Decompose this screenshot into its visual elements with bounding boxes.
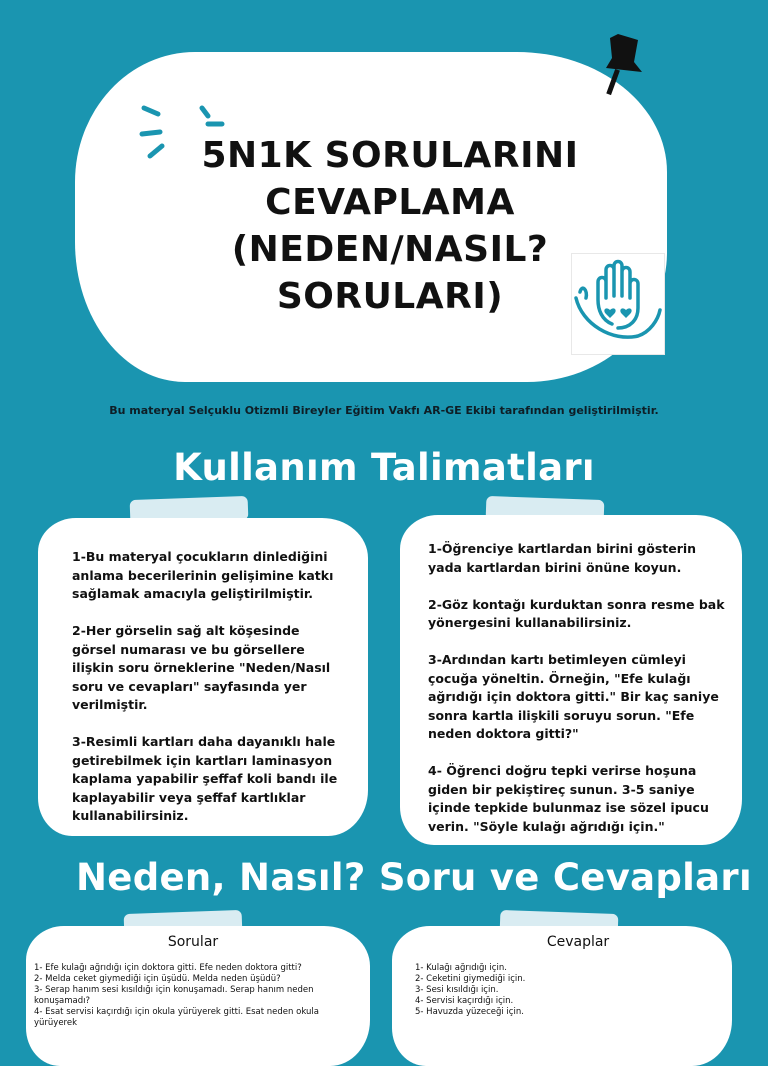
credit-text: Bu materyal Selçuklu Otizmli Bireyler Eğitim Vakfı AR-GE Ekibi tarafından geliştirilmiştir. bbox=[109, 404, 659, 417]
instruction-paragraph: 1-Öğrenciye kartlardan birini gösterin yada kartlardan birini önüne koyun. bbox=[428, 541, 697, 575]
list-item: 1- Efe kulağı ağrıdığı için doktora gitti. Efe neden doktora gitti? bbox=[34, 963, 302, 973]
hand-logo bbox=[571, 253, 665, 355]
title-line: (NEDEN/NASIL? bbox=[231, 229, 549, 270]
answers-title: Cevaplar bbox=[546, 934, 610, 950]
instruction-paragraph: 2-Her görselin sağ alt köşesinde görsel numarası ve bu görsellere ilişkin soru örneklerine "Neden/Nasıl soru ve cevapları" sayfasında yer verilmiştir. bbox=[72, 623, 331, 712]
instructions-heading: Kullanım Talimatları bbox=[173, 446, 595, 489]
title-line: 5N1K SORULARINI bbox=[201, 135, 579, 176]
instruction-paragraph: 3-Resimli kartları daha dayanıklı hale getirebilmek için kartları laminasyon kaplama yapabilir şeffaf koli bandı ile kaplayabilir veya şeffaf kartlıklar kullanabilirsiniz. bbox=[72, 734, 338, 823]
list-item: 3- Sesi kısıldığı için. bbox=[415, 985, 499, 995]
questions-title: Sorular bbox=[167, 934, 219, 950]
instruction-paragraph: 3-Ardından kartı betimleyen cümleyi çocuğa yöneltin. Örneğin, "Efe kulağı ağrıdığı için doktora gitti." Bir kaç saniye sonra kartla ilişkili soruyu sorun. "Efe neden doktora gitti?" bbox=[428, 652, 719, 741]
list-item: 1- Kulağı ağrıdığı için. bbox=[415, 963, 507, 973]
list-item: 2- Ceketini giymediği için. bbox=[415, 974, 526, 984]
list-item: 4- Esat servisi kaçırdığı için okula yürüyerek gitti. Esat neden okula yürüyerek bbox=[34, 1007, 319, 1028]
instruction-paragraph: 2-Göz kontağı kurduktan sonra resme bak yönergesini kullanabilirsiniz. bbox=[428, 596, 725, 630]
instruction-paragraph: 4- Öğrenci doğru tepki verirse hoşuna giden bir pekiştireç sunun. 3-5 saniye içinde tepkide bulunmaz ise sözel ipucu verin. "Söyle kulağı ağrıdığı için." bbox=[428, 763, 709, 834]
list-item: 3- Serap hanım sesi kısıldığı için konuşamadı. Serap hanım neden konuşamadı? bbox=[34, 985, 314, 1006]
push-pin-icon bbox=[588, 28, 648, 100]
list-item: 5- Havuzda yüzeceği için. bbox=[415, 1007, 524, 1017]
title-line: CEVAPLAMA bbox=[265, 182, 515, 223]
list-item: 2- Melda ceket giymediği için üşüdü. Melda neden üşüdü? bbox=[34, 974, 281, 984]
instruction-paragraph: 1-Bu materyal çocukların dinlediğini anlama becerilerinin gelişimine katkı sağlamak amacıyla geliştirilmiştir. bbox=[72, 549, 334, 601]
qa-heading: Neden, Nasıl? Soru ve Cevapları bbox=[76, 856, 752, 899]
list-item: 4- Servisi kaçırdığı için. bbox=[415, 996, 514, 1006]
instructions-left-text bbox=[72, 548, 344, 844]
questions-list bbox=[34, 963, 354, 1029]
page-title bbox=[180, 132, 600, 320]
title-line: SORULARI) bbox=[276, 276, 504, 317]
answers-list bbox=[415, 963, 715, 1018]
instructions-right-text bbox=[428, 540, 728, 855]
hand-heart-icon bbox=[572, 254, 664, 354]
